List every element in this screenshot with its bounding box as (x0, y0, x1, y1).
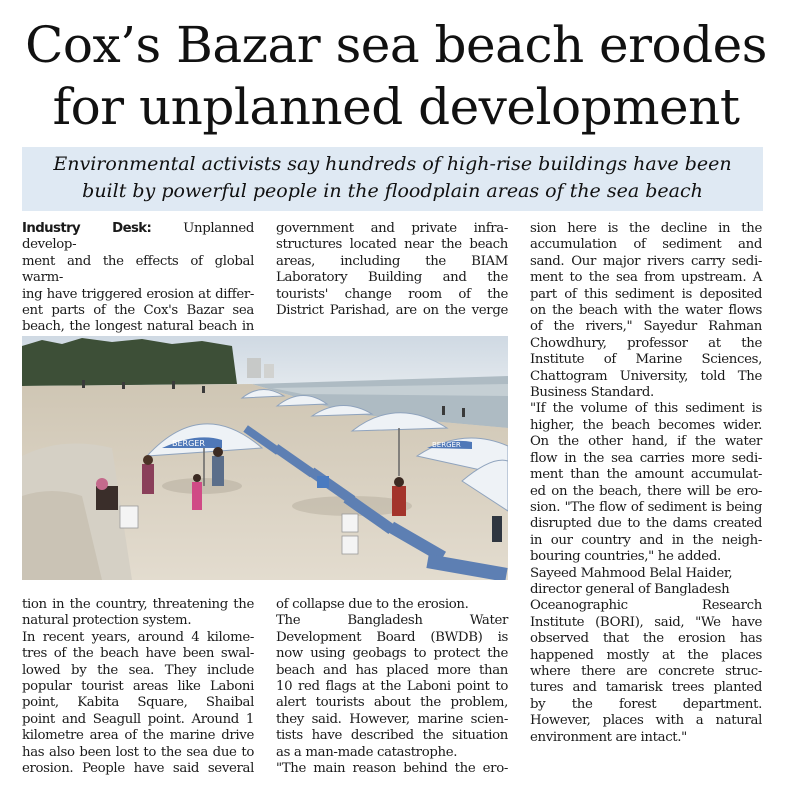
col2b-line: tists have described the situation (276, 728, 508, 744)
col3-line: Institute (BORI), said, "We have (530, 614, 762, 630)
col3-line: disrupted due to the dams created (530, 516, 762, 532)
col1b-line: kilometre area of the marine drive (22, 728, 254, 744)
col1-line: ment and the effects of global warm- (22, 253, 254, 286)
col1b-line: tres of the beach have been swal- (22, 646, 254, 662)
col1-line-0: Industry Desk: Unplanned develop- (22, 221, 254, 253)
col3-line: bouring countries," he added. (530, 549, 721, 565)
col3-line: of the rivers," Sayedur Rahman (530, 319, 762, 335)
col3-line: accumulation of sediment and (530, 237, 762, 253)
col3-line: "If the volume of this sediment is (530, 401, 762, 417)
col3-line: in our country and in the neigh- (530, 532, 762, 548)
col3-line: happened mostly at the places (530, 647, 762, 663)
col3-line: on the beach with the water flows (530, 303, 762, 319)
col2b-line: The Bangladesh Water (276, 613, 508, 629)
col3-line: sion here is the decline in the (530, 221, 762, 236)
beach-photo (22, 336, 508, 580)
beach-photo-icon (22, 336, 508, 580)
column-2-bottom (276, 597, 508, 777)
col3-line: Institute of Marine Sciences, (530, 352, 762, 368)
col2b-line: alert tourists about the problem, (276, 695, 508, 711)
headline-line-1: Cox’s Bazar sea beach erodes (25, 16, 767, 74)
col2-line: Laboratory Building and the (276, 270, 508, 286)
col2-line: areas, including the BIAM (276, 253, 508, 269)
col3-line: Chattogram University, told The (530, 368, 762, 384)
col1b-line: lowed by the sea. They include (22, 662, 254, 678)
col3-line: part of this sediment is deposited (530, 286, 762, 302)
col2-line: tourists' change room of the (276, 286, 508, 302)
col1b-line: popular tourist areas like Laboni (22, 679, 254, 695)
col3-line: environment are intact." (530, 729, 687, 745)
col3-line: observed that the erosion has (530, 631, 762, 647)
col2b-line: 10 red flags at the Laboni point to (276, 679, 508, 695)
col1b-line: point, Kabita Square, Shaibal (22, 695, 254, 711)
subhead-line-2: built by powerful people in the floodplain areas of the sea beach (82, 180, 703, 202)
col1-line: ing have triggered erosion at differ- (22, 286, 254, 302)
col2b-line: of collapse due to the erosion. (276, 597, 469, 612)
col2b-line: Development Board (BWDB) is (276, 629, 508, 645)
col3-line: director general of Bangladesh (530, 581, 730, 597)
column-3 (530, 221, 762, 746)
col3-line: ment than the amount accumulat- (530, 467, 762, 483)
col3-line: Chowdhury, professor at the (530, 335, 762, 351)
headline (0, 14, 792, 138)
col1b-line: In recent years, around 4 kilome- (22, 629, 254, 645)
umbrella-label: BERGER (172, 439, 205, 448)
col3-line: ed on the beach, there will be ero- (530, 483, 762, 499)
byline: Industry Desk: (22, 221, 152, 236)
col2b-line: as a man-made catastrophe. (276, 744, 458, 760)
col3-line: On the other hand, if the water (530, 434, 762, 450)
col1b-line: erosion. People have said several (22, 761, 254, 777)
col3-line: tures and tamarisk trees planted (530, 680, 762, 696)
column-2-top (276, 221, 508, 319)
col2-line: District Parishad, are on the verge (276, 303, 508, 319)
col1b-line: tion in the country, threatening the (22, 597, 254, 612)
col2-line: structures located near the beach (276, 237, 508, 253)
col1b-line: point and Seagull point. Around 1 (22, 711, 254, 727)
col1b-line: natural protection system. (22, 613, 192, 629)
headline-line-2: for unplanned development (52, 78, 740, 136)
col3-line: ment to the sea from upstream. A (530, 270, 762, 286)
subhead-line-1: Environmental activists say hundreds of high-rise buildings have been (53, 153, 732, 175)
col3-line: However, places with a natural (530, 713, 762, 729)
col3-line: where there are concrete struc- (530, 663, 762, 679)
col1-line: ent parts of the Cox's Bazar sea (22, 303, 254, 319)
column-1-bottom (22, 597, 254, 777)
col2b-line: beach and has placed more than (276, 662, 508, 678)
col2b-line: they said. However, marine scien- (276, 711, 508, 727)
col1-line: beach, the longest natural beach in (22, 319, 254, 335)
col1b-line: has also been lost to the sea due to (22, 744, 254, 760)
subhead (22, 151, 763, 205)
col3-line: Oceanographic Research (530, 598, 762, 614)
col3-line: Business Standard. (530, 385, 654, 401)
col3-line: Sayeed Mahmood Belal Haider, (530, 565, 733, 581)
col2-line: government and private infra- (276, 221, 508, 236)
col3-line: by the forest department. (530, 696, 762, 712)
col3-line: sion. "The flow of sediment is being (530, 499, 762, 515)
col3-line: sand. Our major rivers carry sedi- (530, 253, 762, 269)
col3-line: flow in the sea carries more sedi- (530, 450, 762, 466)
col2b-line: now using geobags to protect the (276, 646, 508, 662)
col2b-line: "The main reason behind the ero- (276, 761, 508, 777)
col3-line: higher, the beach becomes wider. (530, 417, 762, 433)
umbrella-label: BERGER (432, 441, 461, 449)
